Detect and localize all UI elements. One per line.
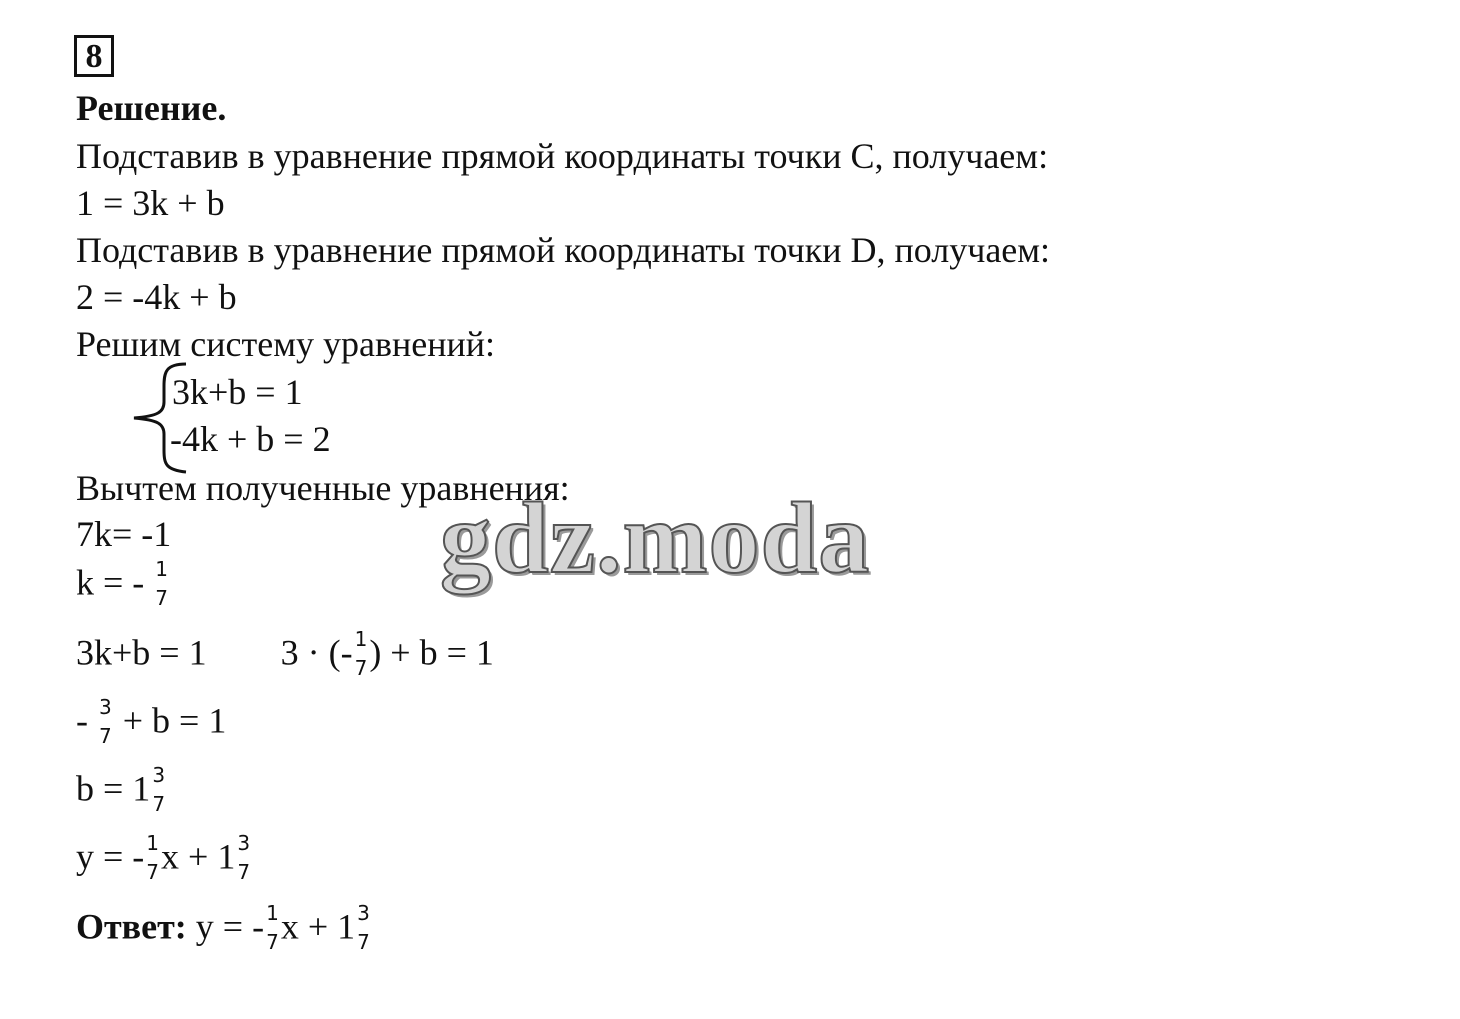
k-result xyxy=(76,557,170,612)
y-prefix: y = - xyxy=(76,836,145,877)
y-equation xyxy=(76,831,252,886)
y-middle: x + 1 xyxy=(161,836,236,877)
y-fraction-1 xyxy=(146,832,159,884)
solution-heading: Решение. xyxy=(76,88,227,128)
substitution-numerator: 1 xyxy=(354,627,368,651)
subtract-text: Вычтем полученные уравнения: xyxy=(76,468,570,508)
answer-line xyxy=(76,901,372,956)
b-denominator: 7 xyxy=(152,792,166,816)
b-fraction xyxy=(152,764,165,816)
substitute-d-text: Подставив в уравнение прямой координаты точки D, получаем: xyxy=(76,230,1051,270)
substitution-calc-prefix: 3 · (- xyxy=(280,632,353,673)
k-prefix: k = - xyxy=(76,562,145,603)
answer-numerator-2: 3 xyxy=(357,901,370,925)
system-equation-2: -4k + b = 2 xyxy=(170,419,331,459)
task-number: 8 xyxy=(74,35,114,77)
b-prefix: b = 1 xyxy=(76,768,151,809)
substitution-calc-suffix: ) + b = 1 xyxy=(369,632,494,673)
solve-system-text: Решим систему уравнений: xyxy=(76,324,496,364)
substitution-equation: 3k+b = 1 xyxy=(76,632,207,673)
answer-denominator-2: 7 xyxy=(357,930,370,954)
step-numerator: 3 xyxy=(99,695,112,719)
answer-fraction-1 xyxy=(266,902,279,954)
b-result xyxy=(76,763,167,818)
answer-denominator-1: 7 xyxy=(266,930,279,954)
answer-prefix: y = - xyxy=(195,906,265,947)
y-numerator-2: 3 xyxy=(237,831,251,855)
step-suffix: + b = 1 xyxy=(122,700,227,741)
answer-fraction-2 xyxy=(357,902,370,954)
answer-middle: x + 1 xyxy=(280,906,356,947)
k-denominator: 7 xyxy=(155,586,169,610)
step-fraction xyxy=(99,696,112,748)
y-fraction-2 xyxy=(237,832,250,884)
step-line xyxy=(76,695,227,750)
answer-label: Ответ: xyxy=(76,906,187,947)
seven-k-equation: 7k= -1 xyxy=(76,514,172,554)
y-numerator-1: 1 xyxy=(146,831,160,855)
step-denominator: 7 xyxy=(99,724,112,748)
b-numerator: 3 xyxy=(152,763,166,787)
substitution-line xyxy=(76,627,494,682)
k-numerator: 1 xyxy=(155,557,169,581)
equation-c: 1 = 3k + b xyxy=(76,183,225,223)
step-prefix: - xyxy=(76,700,88,741)
substitute-c-text: Подставив в уравнение прямой координаты точки C, получаем: xyxy=(76,136,1049,176)
y-denominator-1: 7 xyxy=(146,860,160,884)
equation-d: 2 = -4k + b xyxy=(76,277,237,317)
watermark-logo: gdz.moda xyxy=(440,482,871,595)
substitution-denominator: 7 xyxy=(354,656,368,680)
k-fraction xyxy=(155,558,168,610)
substitution-fraction xyxy=(355,628,368,680)
y-denominator-2: 7 xyxy=(237,860,251,884)
system-equation-1: 3k+b = 1 xyxy=(172,372,303,412)
answer-numerator-1: 1 xyxy=(266,901,279,925)
